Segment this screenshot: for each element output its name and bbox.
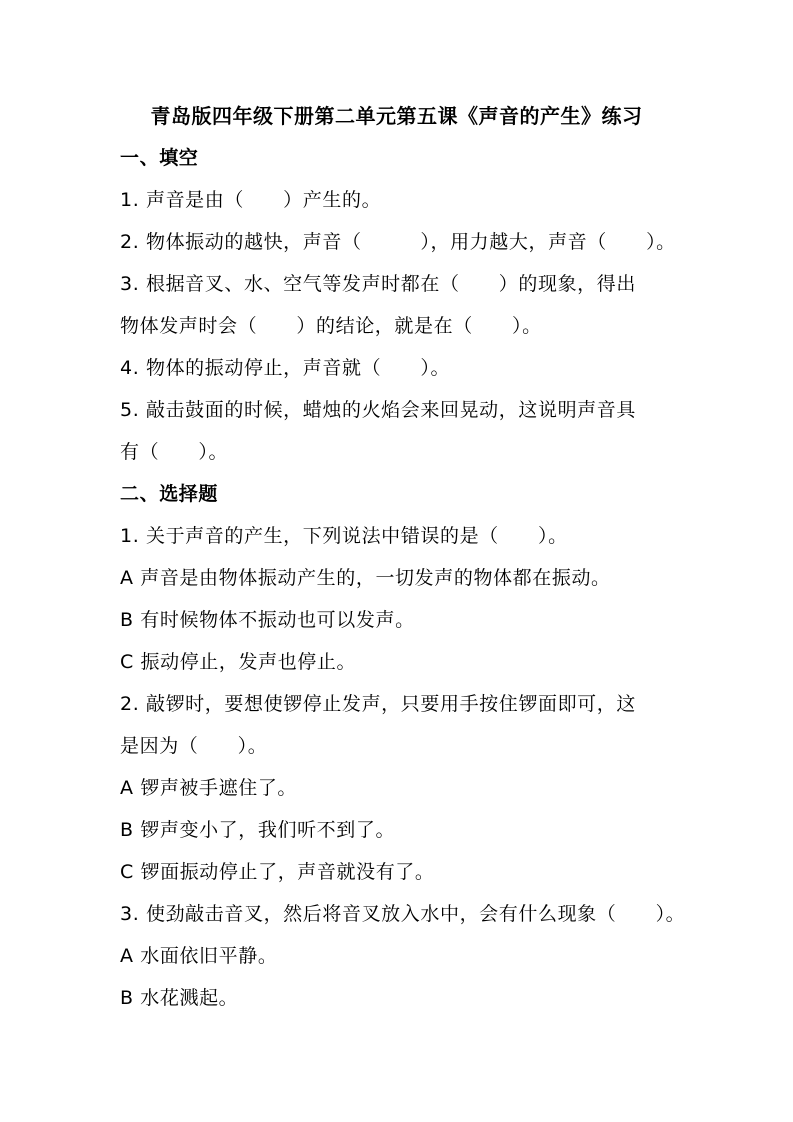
answer-option: B 水花溅起。 [120,987,239,1009]
question-text: 2. 物体振动的越快，声音（ ），用力越大，声音（ ）。 [120,231,676,253]
question-text: 3. 使劲敲击音叉，然后将音叉放入水中，会有什么现象（ ）。 [120,903,686,925]
question-text: 物体发声时会（ ）的结论，就是在（ ）。 [120,315,542,337]
question-text: 4. 物体的振动停止，声音就（ ）。 [120,357,451,379]
answer-option: C 振动停止，发声也停止。 [120,651,357,673]
answer-option: C 锣面振动停止了，声音就没有了。 [120,861,435,883]
question-text: 有（ ）。 [120,441,229,463]
section-heading-multiple-choice: 二、选择题 [120,483,219,505]
answer-option: B 有时候物体不振动也可以发声。 [120,609,415,631]
section-heading-fill-blank: 一、填空 [120,147,199,169]
question-text: 是因为（ ）。 [120,735,268,757]
answer-option: A 锣声被手遮住了。 [120,777,298,799]
answer-option: B 锣声变小了，我们听不到了。 [120,819,396,841]
question-text: 1. 声音是由（ ）产生的。 [120,189,382,211]
question-text: 3. 根据音叉、水、空气等发声时都在（ ）的现象，得出 [120,273,636,295]
answer-option: A 水面依旧平静。 [120,945,278,967]
question-text: 2. 敲锣时，要想使锣停止发声，只要用手按住锣面即可，这 [120,693,636,715]
question-text: 1. 关于声音的产生，下列说法中错误的是（ ）。 [120,525,568,547]
worksheet-title: 青岛版四年级下册第二单元第五课《声音的产生》练习 [150,104,643,128]
question-text: 5. 敲击鼓面的时候，蜡烛的火焰会来回晃动，这说明声音具 [120,399,636,421]
answer-option: A 声音是由物体振动产生的，一切发声的物体都在振动。 [120,567,611,589]
